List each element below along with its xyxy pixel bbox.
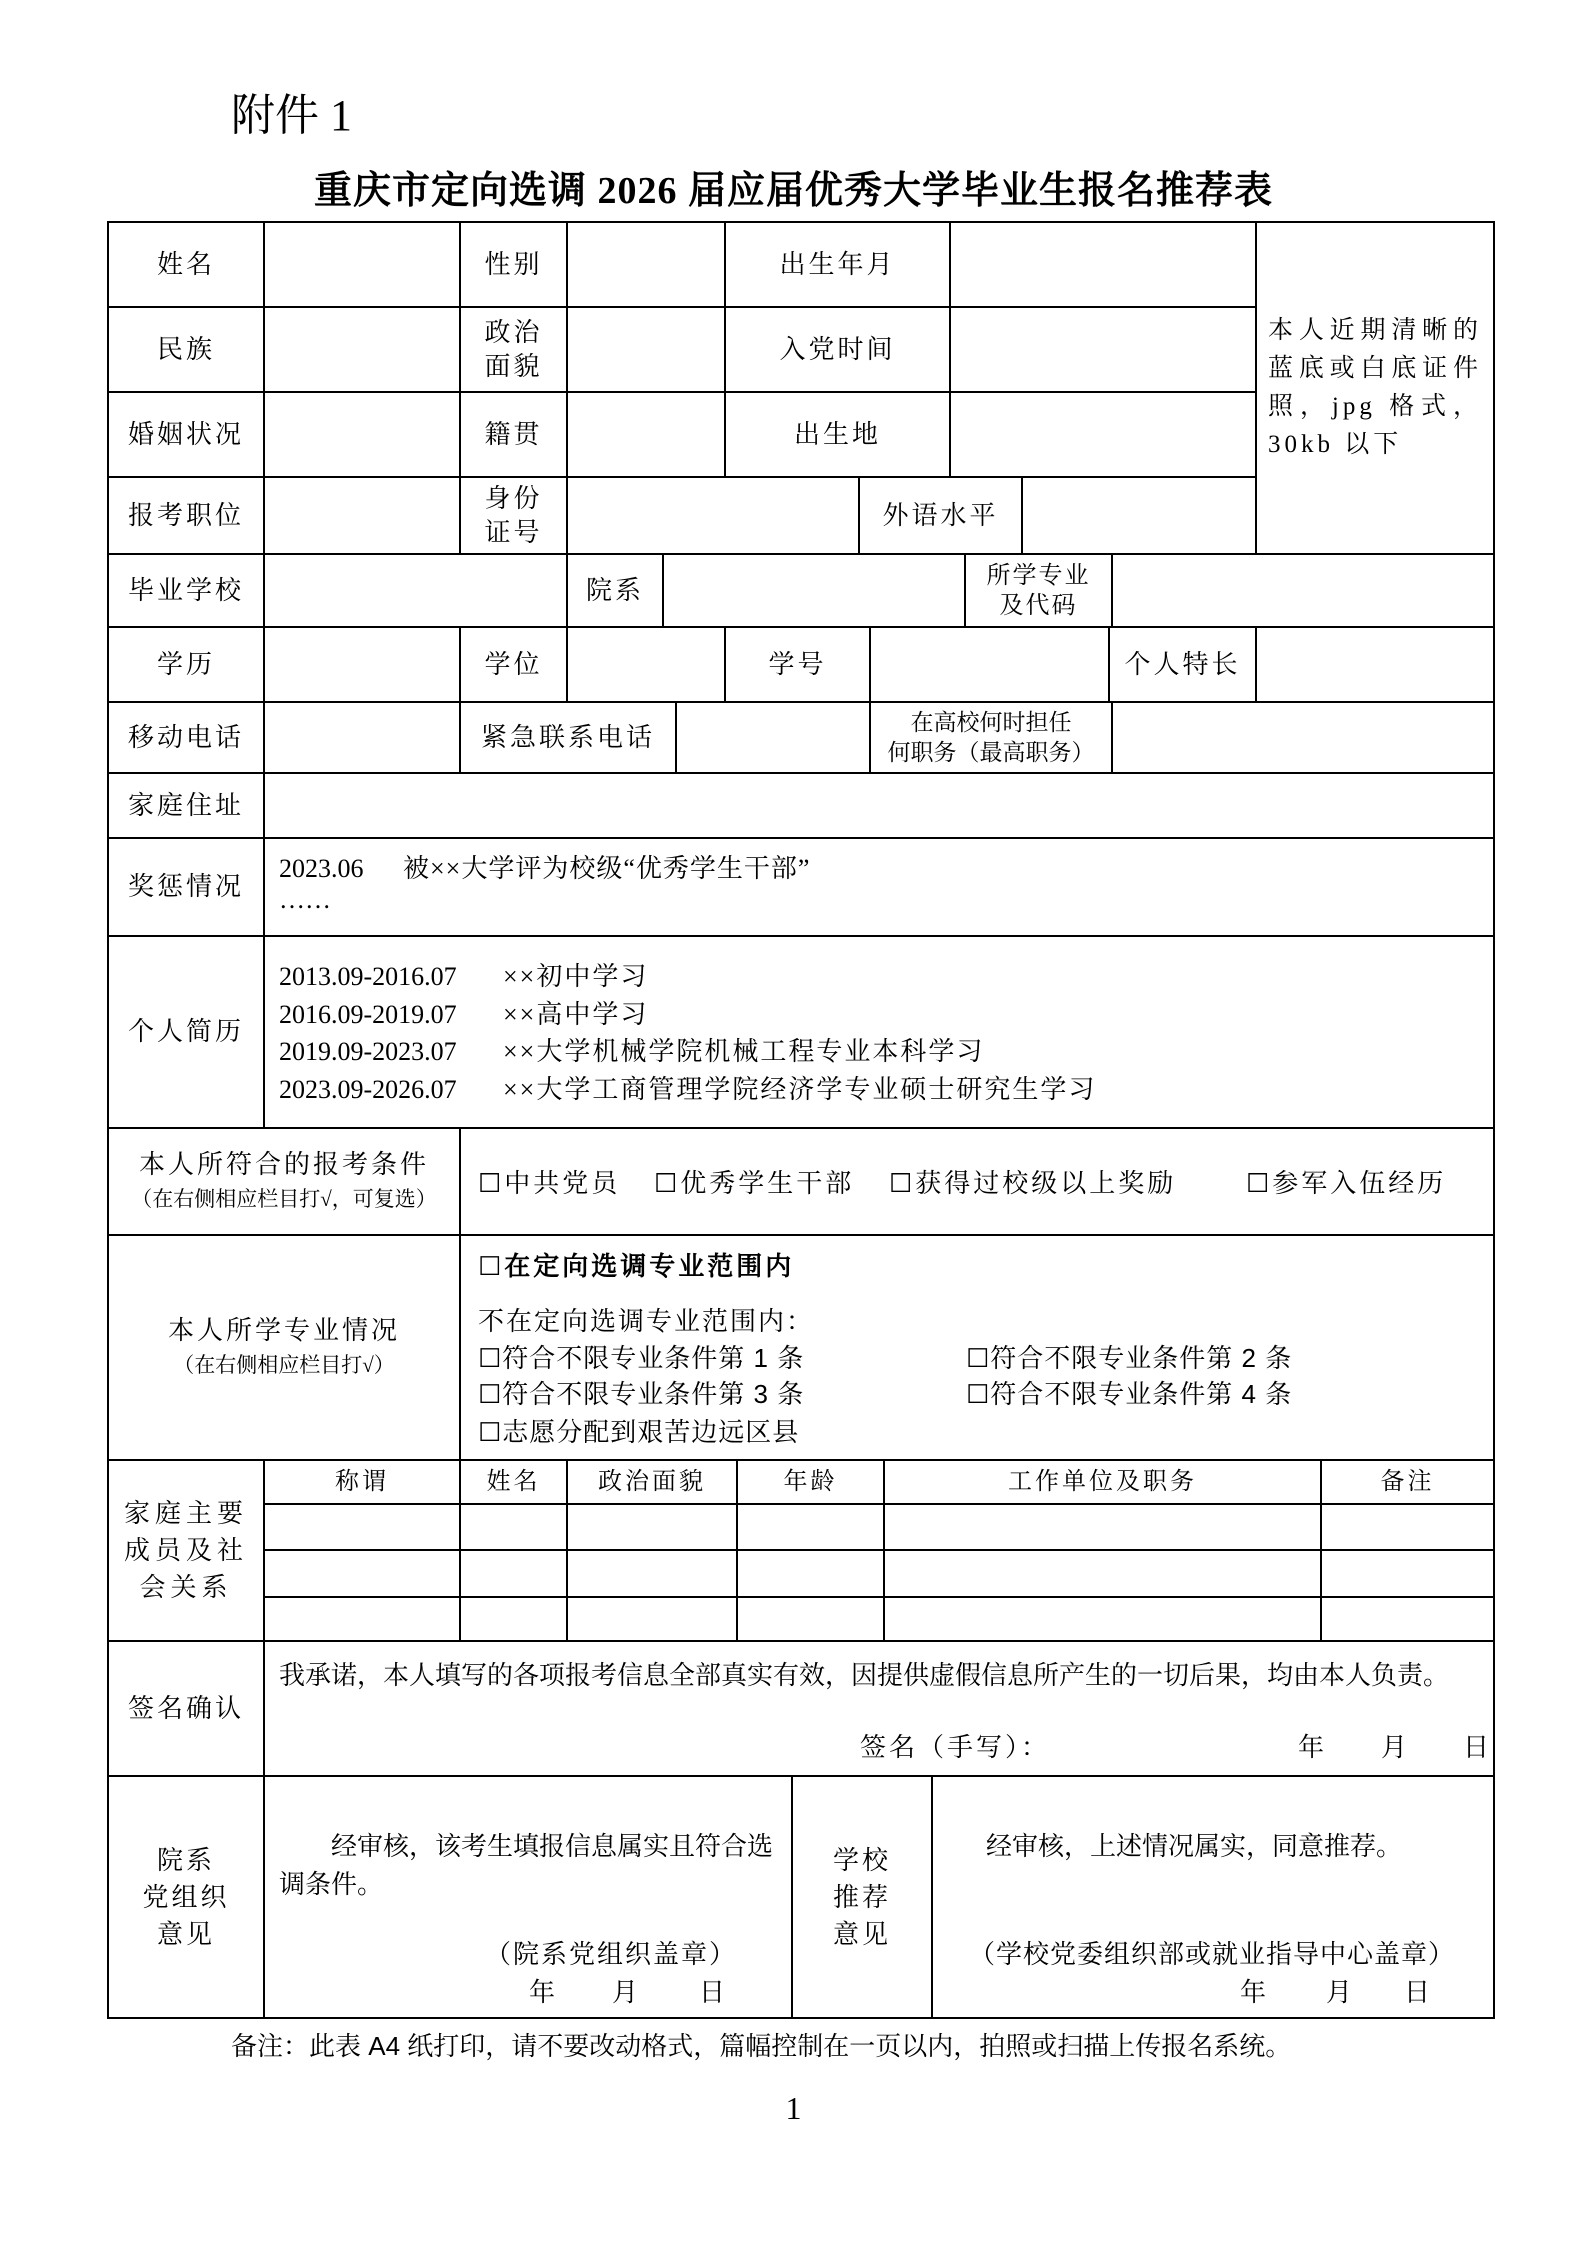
school-seal-note: （学校党委组织部或就业指导中心盖章）	[969, 1940, 1456, 1969]
family-cell	[461, 1505, 568, 1551]
family-cell	[568, 1551, 738, 1598]
photo-cell	[1257, 223, 1495, 555]
signature-date-day: 日	[1463, 1733, 1493, 1762]
political-status-label	[461, 308, 568, 393]
ethnicity-label: 民族	[109, 308, 265, 393]
home-address-label: 家庭住址	[109, 774, 265, 839]
registration-form-table	[107, 221, 1495, 2019]
family-cell	[738, 1551, 885, 1598]
education-label: 学历	[109, 628, 265, 703]
foreign-language-value-cell	[1023, 478, 1257, 555]
major-remote-area-checkbox: ☐志愿分配到艰苦边远区县	[478, 1417, 800, 1447]
attachment-label: 附件 1	[231, 91, 352, 140]
major-situation-value-cell	[461, 1236, 1495, 1461]
emergency-phone-label: 紧急联系电话	[461, 703, 677, 774]
footer-note: 备注：此表 A4 纸打印，请不要改动格式，篇幅控制在一页以内，拍照或扫描上传报名系统。	[231, 2031, 1292, 2061]
gender-label: 性别	[461, 223, 568, 308]
home-address-value-cell	[265, 774, 1495, 839]
major-option-checkbox-1: ☐符合不限专业条件第 1 条	[478, 1343, 805, 1373]
birthplace-label: 出生地	[726, 393, 951, 478]
political-status-value-cell	[568, 308, 726, 393]
signature-date-year: 年	[1298, 1733, 1328, 1762]
resume-period: 2016.09-2019.07	[279, 1000, 457, 1029]
major-code-label	[966, 555, 1113, 628]
signature-value-cell	[265, 1642, 1495, 1777]
student-id-value-cell	[871, 628, 1110, 703]
major-option-checkbox-2: ☐符合不限专业条件第 2 条	[966, 1343, 1293, 1373]
family-header-relation: 称谓	[265, 1461, 461, 1505]
name-label: 姓名	[109, 223, 265, 308]
emergency-phone-value-cell	[677, 703, 871, 774]
dept-opinion-label-line: 院系	[156, 1845, 215, 1875]
id-number-label-line: 身份	[484, 483, 543, 513]
handwritten-signature-label: 签名（手写）：	[860, 1733, 1051, 1762]
party-join-date-value-cell	[951, 308, 1257, 393]
birth-date-value-cell	[951, 223, 1257, 308]
signature-date-month: 月	[1381, 1733, 1411, 1762]
graduate-school-label: 毕业学校	[109, 555, 265, 628]
major-option-checkbox-4: ☐符合不限专业条件第 4 条	[966, 1379, 1293, 1409]
dept-opinion-label-line: 意见	[156, 1919, 215, 1949]
dept-opinion-label-line: 党组织	[142, 1882, 230, 1912]
photo-note: 本人近期清晰的蓝底或白底证件照，jpg 格式，30kb 以下	[1268, 317, 1482, 458]
resume-text: ××大学工商管理学院经济学专业硕士研究生学习	[503, 1075, 1097, 1104]
degree-label: 学位	[461, 628, 568, 703]
school-opinion-label-line: 意见	[832, 1919, 891, 1949]
condition-checkbox-party-member: ☐中共党员	[478, 1169, 621, 1198]
family-cell	[1322, 1598, 1495, 1642]
family-cell	[885, 1505, 1322, 1551]
major-situation-label	[109, 1236, 461, 1461]
family-members-label-text: 家庭主要成员及社会关系	[123, 1499, 248, 1602]
family-cell	[885, 1551, 1322, 1598]
id-number-label	[461, 478, 568, 555]
department-label: 院系	[568, 555, 664, 628]
family-cell	[1322, 1551, 1495, 1598]
major-in-scope-checkbox: ☐在定向选调专业范围内	[478, 1251, 795, 1281]
dept-opinion-label	[109, 1777, 265, 2019]
school-date-day: 日	[1404, 1978, 1434, 2007]
native-place-value-cell	[568, 393, 726, 478]
marital-status-label: 婚姻状况	[109, 393, 265, 478]
conditions-label	[109, 1129, 461, 1236]
award-date: 2023.06	[279, 854, 364, 883]
conditions-label-line: 本人所符合的报考条件	[138, 1149, 429, 1179]
foreign-language-label: 外语水平	[860, 478, 1023, 555]
family-cell	[265, 1505, 461, 1551]
family-cell	[885, 1598, 1322, 1642]
mobile-label: 移动电话	[109, 703, 265, 774]
family-header-workplace: 工作单位及职务	[885, 1461, 1322, 1505]
gender-value-cell	[568, 223, 726, 308]
ethnicity-value-cell	[265, 308, 461, 393]
school-date-year: 年	[1240, 1978, 1270, 2007]
family-cell	[461, 1598, 568, 1642]
resume-text: ××初中学习	[503, 962, 649, 991]
native-place-label: 籍贯	[461, 393, 568, 478]
school-opinion-text: 经审核，上述情况属实，同意推荐。	[986, 1831, 1403, 1861]
mobile-value-cell	[265, 703, 461, 774]
condition-checkbox-military-service: ☐参军入伍经历	[1246, 1169, 1447, 1198]
department-value-cell	[664, 555, 966, 628]
birthplace-value-cell	[951, 393, 1257, 478]
family-cell	[265, 1551, 461, 1598]
family-header-age: 年龄	[738, 1461, 885, 1505]
resume-value-cell	[265, 937, 1495, 1129]
party-join-date-label: 入党时间	[726, 308, 951, 393]
family-cell	[738, 1505, 885, 1551]
campus-position-label-line: 何职务（最高职务）	[887, 739, 1095, 765]
major-situation-label-line: 本人所学专业情况	[167, 1315, 400, 1345]
school-opinion-label-line: 推荐	[832, 1882, 891, 1912]
family-members-label	[109, 1461, 265, 1642]
applied-position-value-cell	[265, 478, 461, 555]
family-cell	[265, 1598, 461, 1642]
award-text: 被××大学评为校级“优秀学生干部”	[403, 854, 811, 883]
awards-value-cell	[265, 839, 1495, 937]
family-cell	[1322, 1505, 1495, 1551]
awards-label: 奖惩情况	[109, 839, 265, 937]
political-status-label-line: 政治	[484, 317, 543, 347]
pledge-text: 我承诺，本人填写的各项报考信息全部真实有效，因提供虚假信息所产生的一切后果，均由本人负责。	[279, 1660, 1450, 1690]
page-number: 1	[785, 2090, 802, 2126]
signature-label: 签名确认	[109, 1642, 265, 1777]
condition-checkbox-school-award: ☐获得过校级以上奖励	[889, 1169, 1177, 1198]
major-code-label-line: 及代码	[999, 592, 1078, 619]
marital-status-value-cell	[265, 393, 461, 478]
conditions-label-hint: （在右侧相应栏目打√，可复选）	[131, 1186, 437, 1211]
school-date-month: 月	[1326, 1978, 1356, 2007]
dept-date-month: 月	[612, 1978, 642, 2007]
education-value-cell	[265, 628, 461, 703]
id-number-value-cell	[568, 478, 860, 555]
student-id-label: 学号	[726, 628, 871, 703]
major-option-checkbox-3: ☐符合不限专业条件第 3 条	[478, 1379, 805, 1409]
major-out-scope-heading: 不在定向选调专业范围内：	[478, 1306, 815, 1336]
resume-period: 2013.09-2016.07	[279, 962, 457, 991]
applied-position-label: 报考职位	[109, 478, 265, 555]
form-title: 重庆市定向选调 2026 届应届优秀大学毕业生报名推荐表	[313, 170, 1273, 212]
family-header-name: 姓名	[461, 1461, 568, 1505]
major-situation-label-hint: （在右侧相应栏目打√）	[173, 1352, 395, 1377]
id-number-label-line: 证号	[484, 517, 543, 547]
major-code-label-line: 所学专业	[986, 562, 1091, 589]
award-more-ellipsis: ……	[279, 885, 331, 914]
specialty-value-cell	[1257, 628, 1495, 703]
family-cell	[568, 1505, 738, 1551]
dept-opinion-value-cell	[265, 1777, 793, 2019]
degree-value-cell	[568, 628, 726, 703]
family-header-remarks: 备注	[1322, 1461, 1495, 1505]
dept-opinion-text: 经审核，该考生填报信息属实且符合选调条件。	[279, 1831, 774, 1899]
resume-text: ××大学机械学院机械工程专业本科学习	[503, 1037, 985, 1066]
dept-date-year: 年	[529, 1978, 559, 2007]
birth-date-label: 出生年月	[726, 223, 951, 308]
family-cell	[461, 1551, 568, 1598]
campus-position-value-cell	[1113, 703, 1495, 774]
conditions-value-cell	[461, 1129, 1495, 1236]
family-header-political-status: 政治面貌	[568, 1461, 738, 1505]
campus-position-label-line: 在高校何时担任	[910, 709, 1072, 735]
name-value-cell	[265, 223, 461, 308]
family-cell	[738, 1598, 885, 1642]
resume-period: 2023.09-2026.07	[279, 1075, 457, 1104]
school-opinion-label	[793, 1777, 933, 2019]
resume-text: ××高中学习	[503, 1000, 649, 1029]
dept-date-day: 日	[699, 1978, 729, 2007]
specialty-label: 个人特长	[1110, 628, 1257, 703]
major-code-value-cell	[1113, 555, 1495, 628]
resume-period: 2019.09-2023.07	[279, 1037, 457, 1066]
political-status-label-line: 面貌	[484, 351, 543, 381]
school-opinion-label-line: 学校	[832, 1845, 891, 1875]
condition-checkbox-student-cadre: ☐优秀学生干部	[654, 1169, 855, 1198]
resume-label: 个人简历	[109, 937, 265, 1129]
school-opinion-value-cell	[933, 1777, 1495, 2019]
campus-position-label	[871, 703, 1113, 774]
dept-seal-note: （院系党组织盖章）	[485, 1940, 738, 1969]
graduate-school-value-cell	[265, 555, 568, 628]
family-cell	[568, 1598, 738, 1642]
